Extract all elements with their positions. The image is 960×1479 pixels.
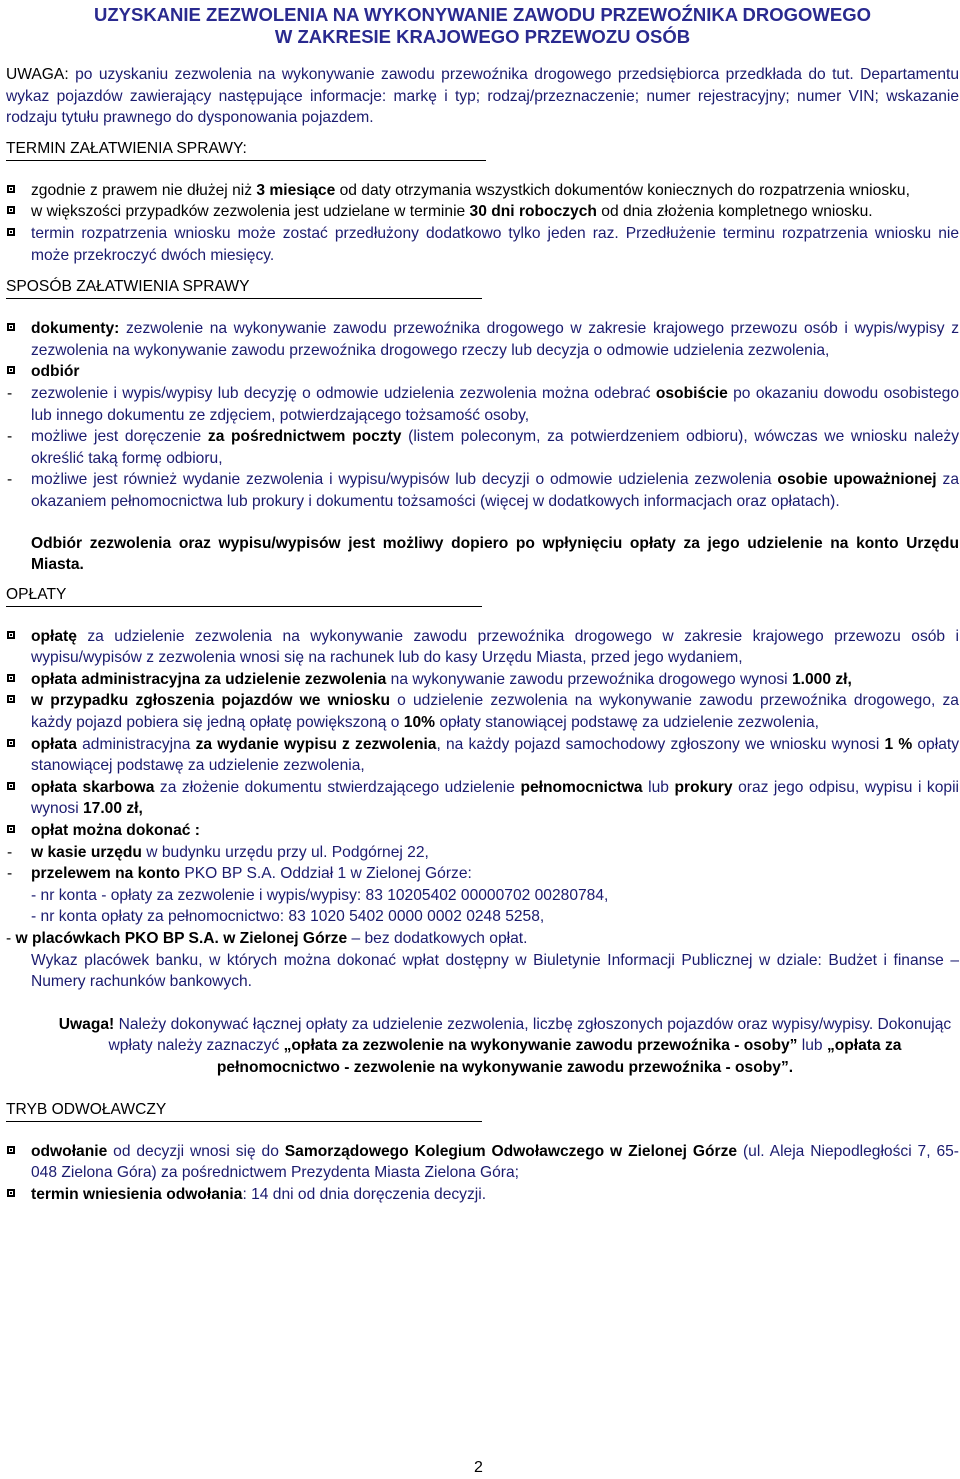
sposob-list xyxy=(6,318,959,383)
heading-underline xyxy=(6,1121,482,1122)
list-item: opłata administracyjna za udzielenie zezwolenia na wykonywanie zawodu przewoźnika drogowego wynosi 1.000 zł, xyxy=(6,669,959,691)
dash-item: - zezwolenie i wypis/wypisy lub decyzję o odmowie udzielenia zezwolenia można odebrać osobiście po okazaniu dowodu osobistego lub innego dokumentu ze zdjęciem, potwierdzającego tożsamość osoby, xyxy=(7,384,959,424)
document-title xyxy=(6,4,959,48)
list-item: dokumenty: zezwolenie na wykonywanie zawodu przewoźnika drogowego w zakresie krajowego przewozu osób i wypis/wypisy z zezwolenia na wykonywanie zawodu przewoźnika drogowego rzeczy lub decyzja o odmowie udzielenia zezwolenia, xyxy=(6,318,959,361)
bullet-icon xyxy=(7,674,15,682)
list-item: opłata administracyjna za wydanie wypisu z zezwolenia, na każdy pojazd samochodowy zgłoszony we wniosku wynosi 1 % opłaty stanowiącej podstawę za udzielenie zezwolenia, xyxy=(6,734,959,777)
intro-label: UWAGA: xyxy=(6,66,69,83)
dash-item: - możliwe jest również wydanie zezwolenia i wypisu/wypisów lub decyzji o odmowie udzielenia zezwolenia osobie upoważnionej za okazaniem pełnomocnictwa lub prokury i dokumentu tożsamości (więcej w dodatkowych informacjach oraz opłatach). xyxy=(7,471,960,510)
intro-text: po uzyskaniu zezwolenia na wykonywanie zawodu przewoźnika drogowego przedsiębiorca przedkłada do tut. Departamentu wykaz pojazdów zawierający następujące informacje: markę i typ; rodzaj/przeznaczenie; numer rejestracyjny; numer VIN; wskazanie rodzaju tytułu prawnego do dysponowania pojazdem. xyxy=(6,66,959,127)
account-number-1: - nr konta - opłaty za zezwolenie i wypis/wypisy: 83 10205402 00000702 00280784, xyxy=(31,886,609,904)
section-oplaty xyxy=(6,584,959,1079)
list-item: termin wniesienia odwołania: 14 dni od dnia doręczenia decyzji. xyxy=(6,1184,959,1206)
list-item: odbiór xyxy=(6,361,959,383)
title-line-2: W ZAKRESIE KRAJOWEGO PRZEWOZU OSÓB xyxy=(274,26,691,47)
list-item: w większości przypadków zezwolenia jest udzielane w terminie 30 dni roboczych od dnia złożenia kompletnego wniosku. xyxy=(6,201,959,223)
section-heading-termin: TERMIN ZAŁATWIENIA SPRAWY: xyxy=(6,138,959,160)
dash-item: - przelewem na konto PKO BP S.A. Oddział 1 w Zielonej Górze: xyxy=(7,865,472,883)
bullet-icon xyxy=(7,739,15,747)
list-item: termin rozpatrzenia wniosku może zostać przedłużony dodatkowo tylko jeden raz. Przedłużenie terminu rozpatrzenia wniosku nie może przekroczyć dwóch miesięcy. xyxy=(6,223,959,266)
tryb-list xyxy=(6,1141,959,1206)
heading-underline xyxy=(6,160,486,161)
bullet-icon xyxy=(7,825,15,833)
section-termin xyxy=(6,138,959,266)
section-sposob xyxy=(6,276,959,576)
account-number-2: - nr konta opłaty za pełnomocnictwo: 83 1020 5402 0000 0002 0248 5258, xyxy=(31,908,545,926)
page-number: 2 xyxy=(474,1459,483,1476)
termin-list xyxy=(6,180,959,266)
oplaty-list xyxy=(6,626,959,842)
bullet-icon xyxy=(7,366,15,374)
list-item: odwołanie od decyzji wnosi się do Samorządowego Kolegium Odwoławczego w Zielonej Górze (ul. Aleja Niepodległości 7, 65-048 Zielona Góra) za pośrednictwem Prezydenta Miasta Zielona Góra; xyxy=(6,1141,959,1184)
bullet-icon xyxy=(7,1189,15,1197)
bullet-icon xyxy=(7,206,15,214)
bullet-icon xyxy=(7,782,15,790)
bullet-icon xyxy=(7,1146,15,1154)
collection-note: Odbiór zezwolenia oraz wypisu/wypisów jest możliwy dopiero po wpłynięciu opłaty za jego udzielenie na konto Urzędu Miasta. xyxy=(31,534,959,574)
bullet-icon xyxy=(7,228,15,236)
payment-warning: Uwaga! Należy dokonywać łącznej opłaty za udzielenie zezwolenia, liczbę zgłoszonych pojazdów oraz wypisy/wypisy. Dokonując wpłaty należy zaznaczyć „opłata za zezwolenie na wykonywanie zawodu przewoźnika - osoby” lub „opłata za pełnomocnictwo - zezwolenie na wykonywanie zawodu przewoźnika - osoby”. xyxy=(58,1015,952,1076)
title-line-1: UZYSKANIE ZEZWOLENIA NA WYKONYWANIE ZAWODU PRZEWOŹNIKA DROGOWEGO xyxy=(94,4,871,25)
heading-underline xyxy=(6,298,482,299)
list-item: opłat można dokonać : xyxy=(6,820,959,842)
bullet-icon xyxy=(7,695,15,703)
bullet-icon xyxy=(7,631,15,639)
bullet-icon xyxy=(7,185,15,193)
list-item: w przypadku zgłoszenia pojazdów we wniosku o udzielenie zezwolenia na wykonywanie zawodu przewoźnika drogowego, za każdy pojazd pobiera się jedną opłatę powiększoną o 10% opłaty stanowiącej podstawę za udzielenie zezwolenia, xyxy=(6,690,959,733)
list-item: opłata skarbowa za złożenie dokumentu stwierdzającego udzielenie pełnomocnictwa lub prokury oraz jego odpisu, wypisu i kopii wynosi 17.00 zł, xyxy=(6,777,959,820)
heading-underline xyxy=(6,606,482,607)
section-tryb xyxy=(6,1099,959,1206)
list-item: opłatę za udzielenie zezwolenia na wykonywanie zawodu przewoźnika drogowego w zakresie krajowego przewozu osób i wypisu/wypisów z zezwolenia wnosi się na rachunek lub do kasy Urzędu Miasta, przed jego wydaniem, xyxy=(6,626,959,669)
document-page xyxy=(6,4,959,1205)
dash-item: - możliwe jest doręczenie za pośrednictwem poczty (listem poleconym, za potwierdzeniem odbioru), wówczas we wniosku należy określić taką formę odbioru, xyxy=(7,428,959,467)
dash-item: - w placówkach PKO BP S.A. w Zielonej Górze – bez dodatkowych opłat. xyxy=(6,930,528,947)
intro-notice xyxy=(6,64,959,129)
dash-item: - w kasie urzędu w budynku urzędu przy ul. Podgórnej 22, xyxy=(7,843,429,861)
list-item: zgodnie z prawem nie dłużej niż 3 miesiące od daty otrzymania wszystkich dokumentów koniecznych do rozpatrzenia wniosku, xyxy=(6,180,959,202)
bank-info: Wykaz placówek banku, w których można dokonać wpłat dostępny w Biuletynie Informacji Publicznej w dziale: Budżet i finanse – Numery rachunków bankowych. xyxy=(31,951,959,991)
section-heading-oplaty: OPŁATY xyxy=(6,584,959,606)
section-heading-sposob: SPOSÓB ZAŁATWIENIA SPRAWY xyxy=(6,276,959,298)
bullet-icon xyxy=(7,323,15,331)
section-heading-tryb: TRYB ODWOŁAWCZY xyxy=(6,1099,959,1121)
